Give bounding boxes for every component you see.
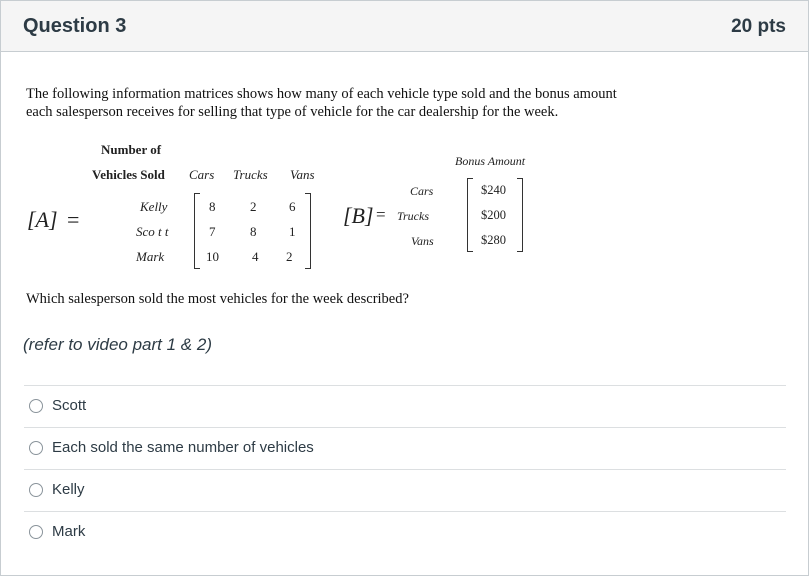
matrix-a-cell: 2: [286, 249, 293, 264]
question-points: 20 pts: [731, 16, 786, 37]
matrix-a-col-trucks: Trucks: [233, 167, 268, 182]
matrix-b-label: [B]: [343, 203, 374, 228]
matrix-a-equals: =: [67, 207, 80, 232]
answer-label[interactable]: Mark: [52, 523, 86, 540]
matrix-b-row-cars: Cars: [410, 184, 434, 198]
matrix-b-left-bracket: [467, 178, 473, 252]
matrix-a-right-bracket: [305, 193, 311, 269]
answer-label[interactable]: Scott: [52, 397, 87, 414]
matrix-b-cell: $200: [481, 208, 506, 222]
matrix-a-cell: 8: [209, 199, 216, 214]
matrix-b-cell: $240: [481, 183, 506, 197]
matrix-a-col-vans: Vans: [290, 167, 315, 182]
matrix-a-cell: 10: [206, 249, 219, 264]
matrix-a-heading-1: Number of: [101, 142, 162, 157]
matrix-a-cell: 4: [252, 249, 259, 264]
matrix-b-row-vans: Vans: [411, 234, 434, 248]
matrix-a-cell: 2: [250, 199, 257, 214]
answer-option-same[interactable]: [24, 427, 786, 469]
matrix-a-heading-2: Vehicles Sold: [92, 167, 165, 182]
question-title: Question 3: [23, 15, 127, 37]
matrix-b-cell: $280: [481, 233, 506, 247]
matrix-b-right-bracket: [517, 178, 523, 252]
radio-button[interactable]: [29, 525, 43, 539]
radio-button[interactable]: [29, 399, 43, 413]
answer-option-mark[interactable]: [24, 511, 786, 553]
matrix-a-row-scott: Sco t t: [136, 224, 169, 239]
matrix-b-equals: =: [376, 205, 386, 224]
matrix-a-cell: 8: [250, 224, 257, 239]
matrix-a-row-mark: Mark: [136, 249, 165, 264]
refer-note: (refer to video part 1 & 2): [23, 335, 212, 354]
matrix-a-cell: 7: [209, 224, 216, 239]
matrix-a-cell: 6: [289, 199, 296, 214]
question-header: [1, 1, 808, 52]
radio-button[interactable]: [29, 483, 43, 497]
matrix-a-cell: 1: [289, 224, 296, 239]
answer-label[interactable]: Kelly: [52, 481, 85, 498]
answer-option-kelly[interactable]: [24, 469, 786, 511]
matrix-b-row-trucks: Trucks: [397, 209, 430, 223]
answer-label[interactable]: Each sold the same number of vehicles: [52, 439, 314, 456]
matrix-a-label: [A]: [27, 207, 58, 232]
matrix-figure: [23, 131, 623, 276]
question-prompt: Which salesperson sold the most vehicles for the week described?: [26, 291, 409, 307]
matrix-a-col-cars: Cars: [189, 167, 215, 182]
answer-option-scott[interactable]: [24, 385, 786, 427]
answer-list: [24, 385, 786, 553]
matrix-a-row-kelly: Kelly: [140, 199, 168, 214]
question-intro: The following information matrices shows how many of each vehicle type sold and the bonus amount each salesperson receives for selling that type of vehicle for the car dealership for the week.: [26, 86, 617, 120]
matrix-a-left-bracket: [194, 193, 200, 269]
radio-button[interactable]: [29, 441, 43, 455]
matrix-b-heading: Bonus Amount: [455, 154, 526, 168]
